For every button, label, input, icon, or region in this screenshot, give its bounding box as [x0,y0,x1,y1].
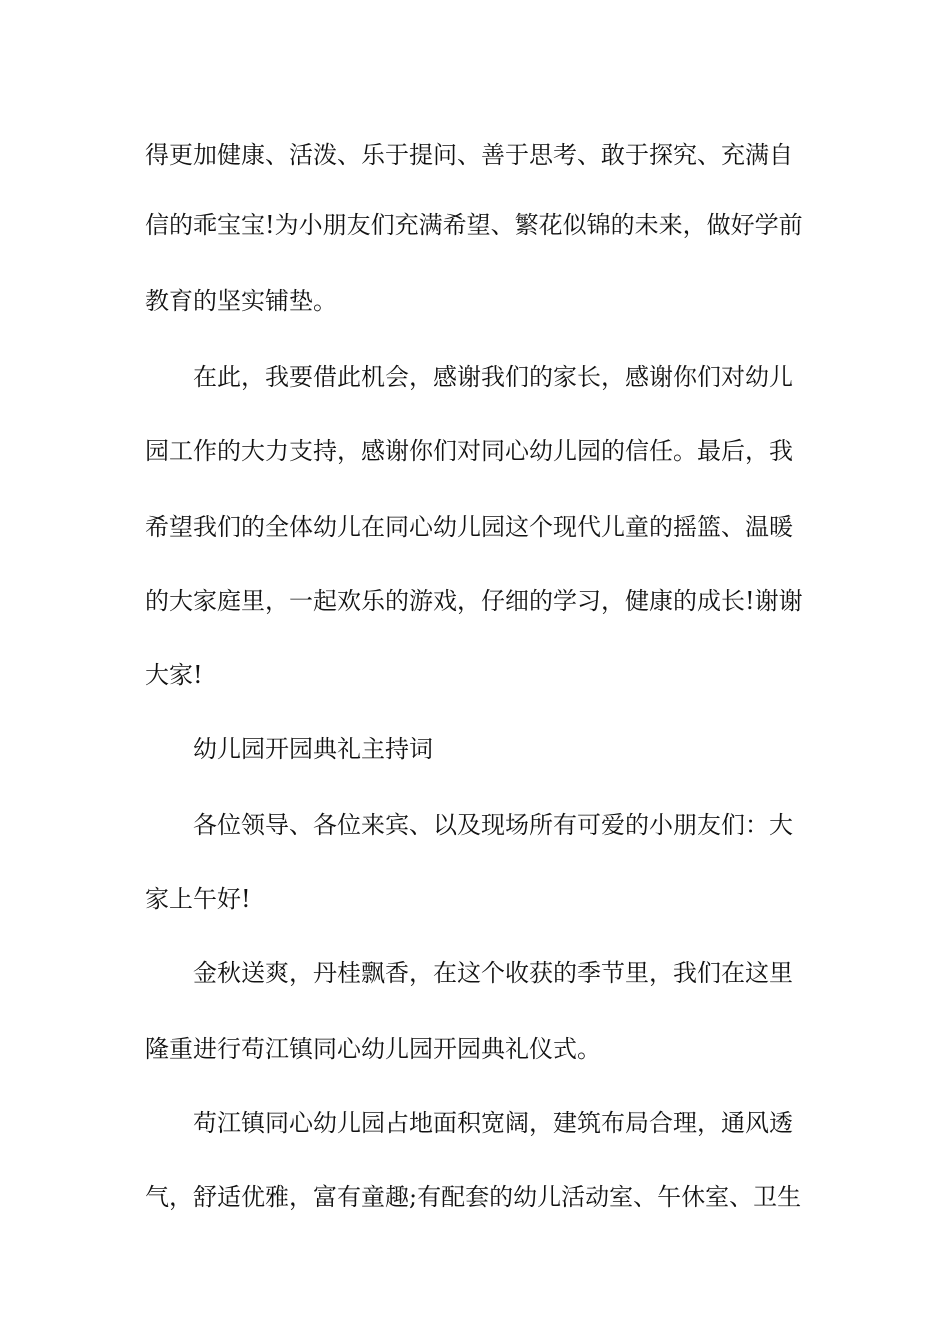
text-line-2: 信的乖宝宝!为小朋友们充满希望、繁花似锦的未来，做好学前 [145,211,803,239]
text-line-1: 得更加健康、活泼、乐于提问、善于思考、敢于探究、充满自 [145,141,793,169]
text-line-10: 各位领导、各位来宾、以及现场所有可爱的小朋友们：大 [193,811,793,839]
text-line-15: 气，舒适优雅，富有童趣;有配套的幼儿活动室、午休室、卫生 [145,1183,802,1211]
text-line-3: 教育的坚实铺垫。 [145,287,337,315]
text-line-7: 的大家庭里，一起欢乐的游戏，仔细的学习，健康的成长!谢谢 [145,587,803,615]
text-line-4: 在此，我要借此机会，感谢我们的家长，感谢你们对幼儿 [193,363,793,391]
text-line-5: 园工作的大力支持，感谢你们对同心幼儿园的信任。最后，我 [145,437,793,465]
section-heading: 幼儿园开园典礼主持词 [193,735,433,763]
text-line-8: 大家! [145,661,203,689]
text-line-13: 隆重进行苟江镇同心幼儿园开园典礼仪式。 [145,1035,601,1063]
text-line-12: 金秋送爽，丹桂飘香，在这个收获的季节里，我们在这里 [193,959,793,987]
text-line-14: 苟江镇同心幼儿园占地面积宽阔，建筑布局合理，通风透 [193,1109,793,1137]
text-line-11: 家上午好! [145,885,251,913]
text-line-6: 希望我们的全体幼儿在同心幼儿园这个现代儿童的摇篮、温暖 [145,513,793,541]
